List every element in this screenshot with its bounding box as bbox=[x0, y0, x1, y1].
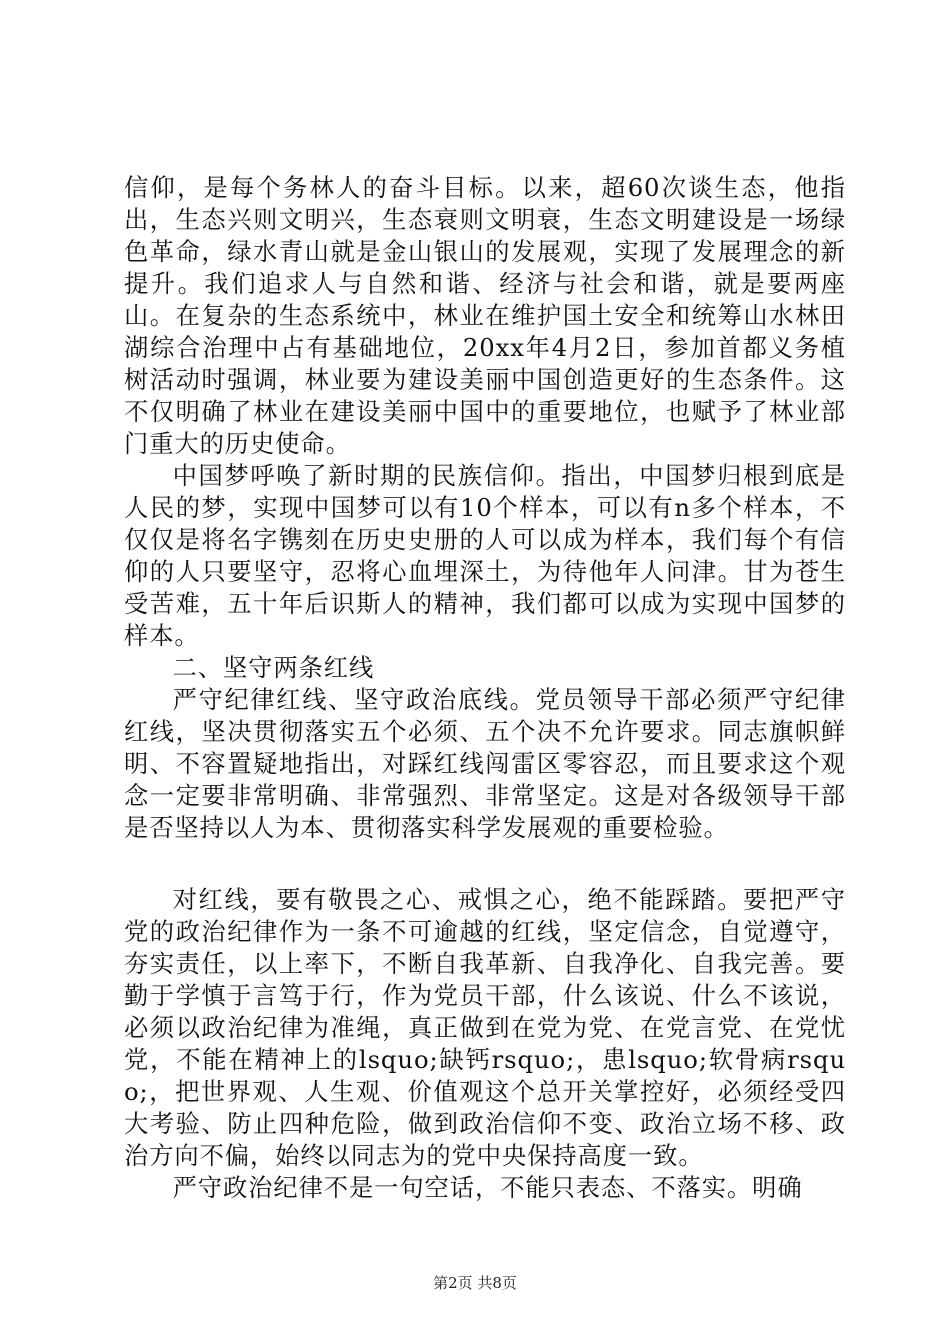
paragraph-awe-discipline: 对红线，要有敬畏之心、戒惧之心，绝不能踩踏。要把严守党的政治纪律作为一条不可逾越的红线，坚定信念，自觉遵守，夯实责任，以上率下，不断自我革新、自我净化、自我完善。要勤于学慎于言笃于行，作为党员干部，什么该说、什么不该说，必须以政治纪律为准绳，真正做到在党为党、在党言党、在党忧党，不能在精神上的lsquo;缺钙rsquo;，患lsquo;软骨病rsquo;，把世界观、人生观、价值观这个总开关掌控好，必须经受四大考验、防止四种危险，做到政治信仰不变、政治立场不移、政治方向不偏，始终以同志为的党中央保持高度一致。 bbox=[124, 885, 846, 1170]
document-body bbox=[124, 172, 846, 1204]
paragraph-continuation: 信仰，是每个务林人的奋斗目标。以来，超60次谈生态，他指出，生态兴则文明兴，生态衰则文明衰，生态文明建设是一场绿色革命，绿水青山就是金山银山的发展观，实现了发展理念的新提升。我们追求人与自然和谐、经济与社会和谐，就是要两座山。在复杂的生态系统中，林业在维护国土安全和统筹山水林田湖综合治理中占有基础地位，20xx年4月2日，参加首都义务植树活动时强调，林业要为建设美丽中国创造更好的生态条件。这不仅明确了林业在建设美丽中国中的重要地位，也赋予了林业部门重大的历史使命。 bbox=[124, 173, 846, 458]
page-footer: 第2页 共8页 bbox=[433, 1274, 517, 1292]
paragraph-political-discipline: 严守政治纪律不是一句空话，不能只表态、不落实。明确 bbox=[172, 1173, 803, 1202]
section-heading: 二、坚守两条红线 bbox=[172, 653, 375, 682]
paragraph-red-line: 严守纪律红线、坚守政治底线。党员领导干部必须严守纪律红线，坚决贯彻落实五个必须、五个决不允许要求。同志旗帜鲜明、不容置疑地指出，对踩红线闯雷区零容忍，而且要求这个观念一定要非常明确、非常强烈、非常坚定。这是对各级领导干部是否坚持以人为本、贯彻落实科学发展观的重要检验。 bbox=[124, 685, 846, 842]
paragraph-china-dream: 中国梦呼唤了新时期的民族信仰。指出，中国梦归根到底是人民的梦，实现中国梦可以有10个样本，可以有n多个样本，不仅仅是将名字镌刻在历史史册的人可以成为样本，我们每个有信仰的人只要坚守，忍将心血埋深土，为待他年人问津。甘为苍生受苦难，五十年后识斯人的精神，我们都可以成为实现中国梦的样本。 bbox=[124, 461, 846, 650]
